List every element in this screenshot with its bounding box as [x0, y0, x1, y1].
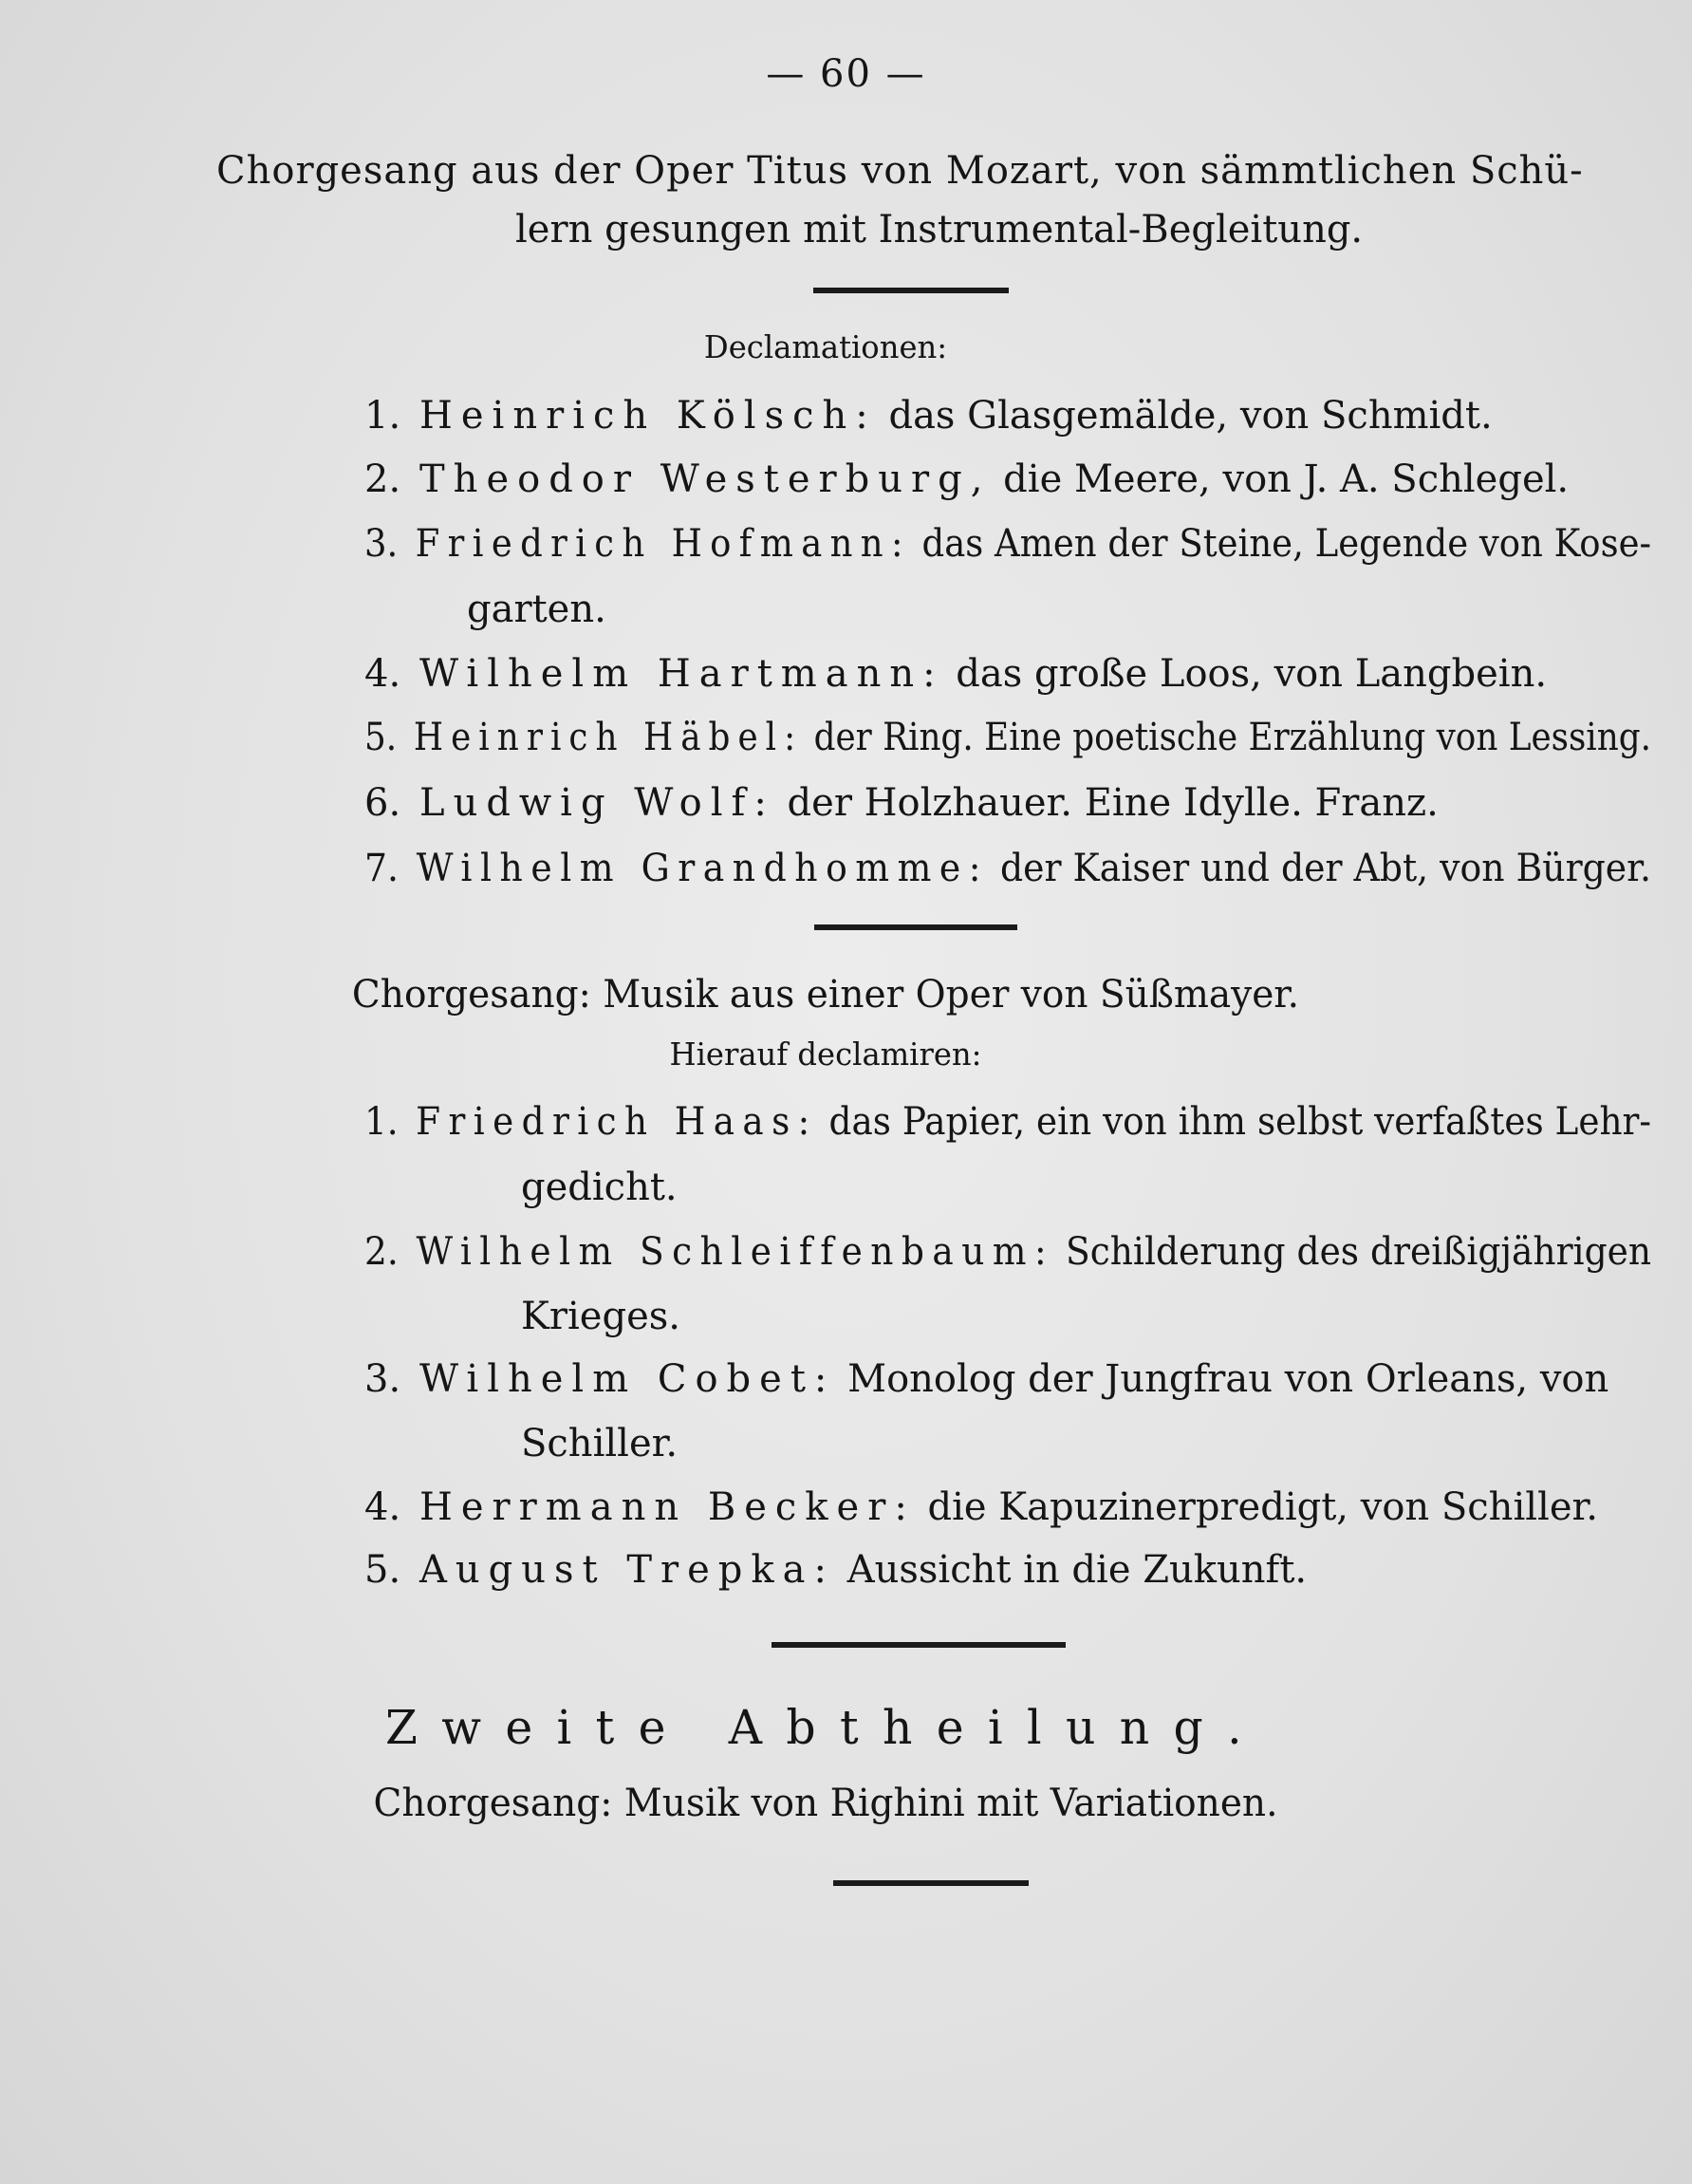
recital-item-2	[364, 1230, 1652, 1274]
performer-name: Theodor Westerburg,	[419, 457, 992, 501]
performer-name: Wilhelm Cobet:	[419, 1357, 836, 1401]
item-number: 4.	[364, 652, 401, 696]
performer-name: Friedrich Haas:	[416, 1100, 818, 1144]
item-number: 7.	[364, 847, 400, 890]
item-number: 5.	[364, 716, 398, 759]
chorgesang-2-subheading: Hierauf declamiren:	[669, 1036, 982, 1073]
declamations-heading: Declamationen:	[703, 328, 948, 365]
divider-2	[814, 924, 1017, 930]
item-number: 2.	[364, 457, 401, 501]
item-number: 3.	[364, 522, 399, 566]
item-number: 1.	[364, 1100, 399, 1144]
declamation-item-3	[364, 522, 1651, 566]
section-heading: Zweite Abtheilung.	[384, 1700, 1267, 1755]
recital-item-1	[364, 1100, 1652, 1144]
performer-name: Heinrich Kölsch:	[419, 394, 877, 438]
item-number: 4.	[364, 1485, 401, 1529]
piece-title: Schilderung des dreißigjährigen	[1054, 1230, 1652, 1274]
page-number: — 60 —	[766, 52, 926, 96]
chorgesang-2: Chorgesang: Musik aus einer Oper von Süßmayer.	[351, 973, 1300, 1017]
piece-title: das Amen der Steine, Legende von Kose-	[910, 522, 1651, 566]
item-number: 3.	[364, 1357, 401, 1401]
item-number: 6.	[364, 781, 401, 825]
item-number: 2.	[364, 1230, 399, 1274]
piece-title: das große Loos, von Langbein.	[943, 652, 1548, 696]
performer-name: August Trepka:	[419, 1548, 835, 1592]
declamation-item-7	[364, 847, 1652, 890]
recital-item-1-continued: gedicht.	[521, 1166, 678, 1209]
intro-line-1: Chorgesang aus der Oper Titus von Mozart, von sämmtlichen Schü-	[216, 149, 1584, 193]
recital-item-5	[364, 1548, 1308, 1592]
declamation-item-4	[364, 652, 1548, 696]
performer-name: Ludwig Wolf:	[419, 781, 775, 825]
item-number: 5.	[364, 1548, 401, 1592]
recital-item-3	[364, 1357, 1609, 1401]
declamation-item-6	[364, 781, 1439, 825]
item-number: 1.	[364, 394, 401, 438]
performer-name: Friedrich Hofmann:	[415, 522, 911, 566]
piece-title: die Meere, von J. A. Schlegel.	[991, 457, 1570, 501]
intro-line-2: lern gesungen mit Instrumental-Begleitung.	[515, 208, 1364, 252]
performer-name: Wilhelm Schleiffenbaum:	[416, 1230, 1055, 1274]
divider-1	[813, 288, 1009, 293]
piece-title: der Ring. Eine poetische Erzählung von Lessing.	[803, 716, 1652, 759]
piece-title: Aussicht in die Zukunft.	[834, 1548, 1308, 1592]
piece-title: die Kapuzinerpredigt, von Schiller.	[915, 1485, 1598, 1529]
declamation-item-1	[364, 394, 1493, 438]
piece-title: das Glasgemälde, von Schmidt.	[876, 394, 1493, 438]
declamation-item-2	[364, 457, 1570, 501]
performer-name: Wilhelm Grandhomme:	[416, 847, 989, 890]
divider-4	[833, 1880, 1029, 1886]
performer-name: Wilhelm Hartmann:	[419, 652, 944, 696]
declamation-item-5	[364, 716, 1652, 759]
performer-name: Heinrich Häbel:	[413, 716, 804, 759]
performer-name: Herrmann Becker:	[419, 1485, 916, 1529]
chorgesang-3: Chorgesang: Musik von Righini mit Variationen.	[373, 1782, 1278, 1825]
divider-3	[772, 1642, 1066, 1648]
declamation-item-3-continued: garten.	[467, 588, 606, 631]
piece-title: der Holzhauer. Eine Idylle. Franz.	[774, 781, 1439, 825]
piece-title: Monolog der Jungfrau von Orleans, von	[835, 1357, 1609, 1401]
recital-item-3-continued: Schiller.	[521, 1422, 679, 1465]
piece-title: der Kaiser und der Abt, von Bürger.	[988, 847, 1652, 890]
piece-title: das Papier, ein von ihm selbst verfaßtes Lehr-	[817, 1100, 1652, 1144]
recital-item-4	[364, 1485, 1598, 1529]
recital-item-2-continued: Krieges.	[521, 1295, 680, 1338]
